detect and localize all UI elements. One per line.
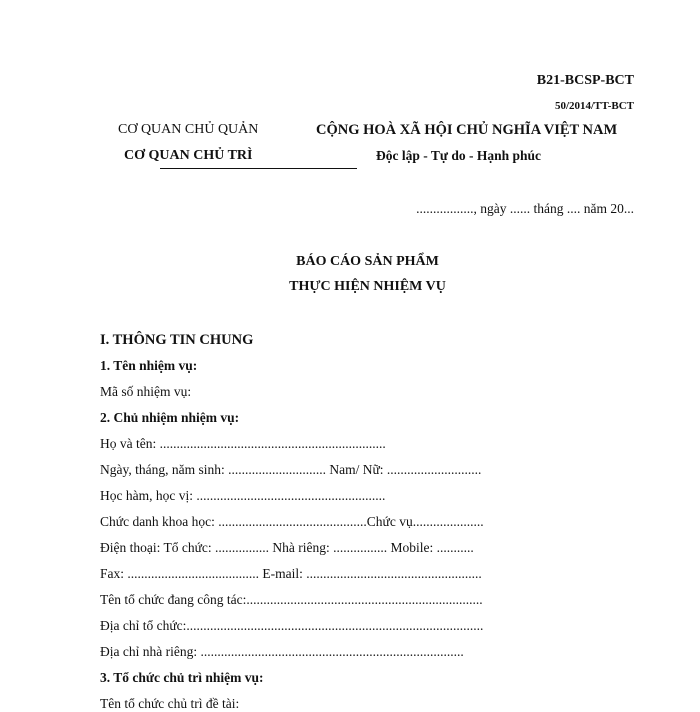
national-title: CỘNG HOÀ XÃ HỘI CHỦ NGHĨA VIỆT NAM [316, 122, 618, 138]
field-title-position: Chức danh khoa học: ............................................Chức vụ..................... [100, 514, 484, 529]
field-org-address: Địa chỉ tổ chức:........................................................................................ [100, 618, 484, 633]
field-task-name: 1. Tên nhiệm vụ: [100, 358, 198, 373]
agency-host: CƠ QUAN CHỦ TRÌ [124, 148, 253, 163]
field-host-org: 3. Tổ chức chủ trì nhiệm vụ: [100, 670, 264, 685]
field-organization: Tên tổ chức đang công tác:...................................................................... [100, 592, 483, 607]
report-subtitle: THỰC HIỆN NHIỆM VỤ [289, 279, 446, 294]
field-birth-gender: Ngày, tháng, năm sinh: ............................. Nam/ Nữ: ............................ [100, 462, 482, 477]
field-fax-email: Fax: ....................................... E-mail: .................................................... [100, 566, 482, 581]
field-home-address: Địa chỉ nhà riêng: .............................................................................. [100, 644, 464, 659]
field-phone: Điện thoại: Tổ chức: ................ Nhà riêng: ................ Mobile: ........... [100, 540, 474, 555]
field-task-leader: 2. Chủ nhiệm nhiệm vụ: [100, 410, 240, 425]
field-full-name: Họ và tên: ................................................................... [100, 436, 386, 451]
field-degree: Học hàm, học vị: ........................................................ [100, 488, 386, 503]
form-code: B21-BCSP-BCT [536, 73, 634, 88]
national-motto: Độc lập - Tự do - Hạnh phúc [376, 148, 542, 163]
circular-number: 50/2014/TT-BCT [554, 100, 634, 112]
report-title: BÁO CÁO SẢN PHẨM [296, 254, 439, 269]
field-host-org-name: Tên tổ chức chủ trì đề tài: [100, 696, 240, 711]
agency-parent: CƠ QUAN CHỦ QUẢN [118, 122, 259, 137]
field-task-code: Mã số nhiệm vụ: [100, 384, 192, 399]
date-line: ................., ngày ...... tháng .... năm 20... [416, 201, 634, 216]
header-rule [160, 168, 357, 169]
section-heading: I. THÔNG TIN CHUNG [100, 332, 254, 348]
